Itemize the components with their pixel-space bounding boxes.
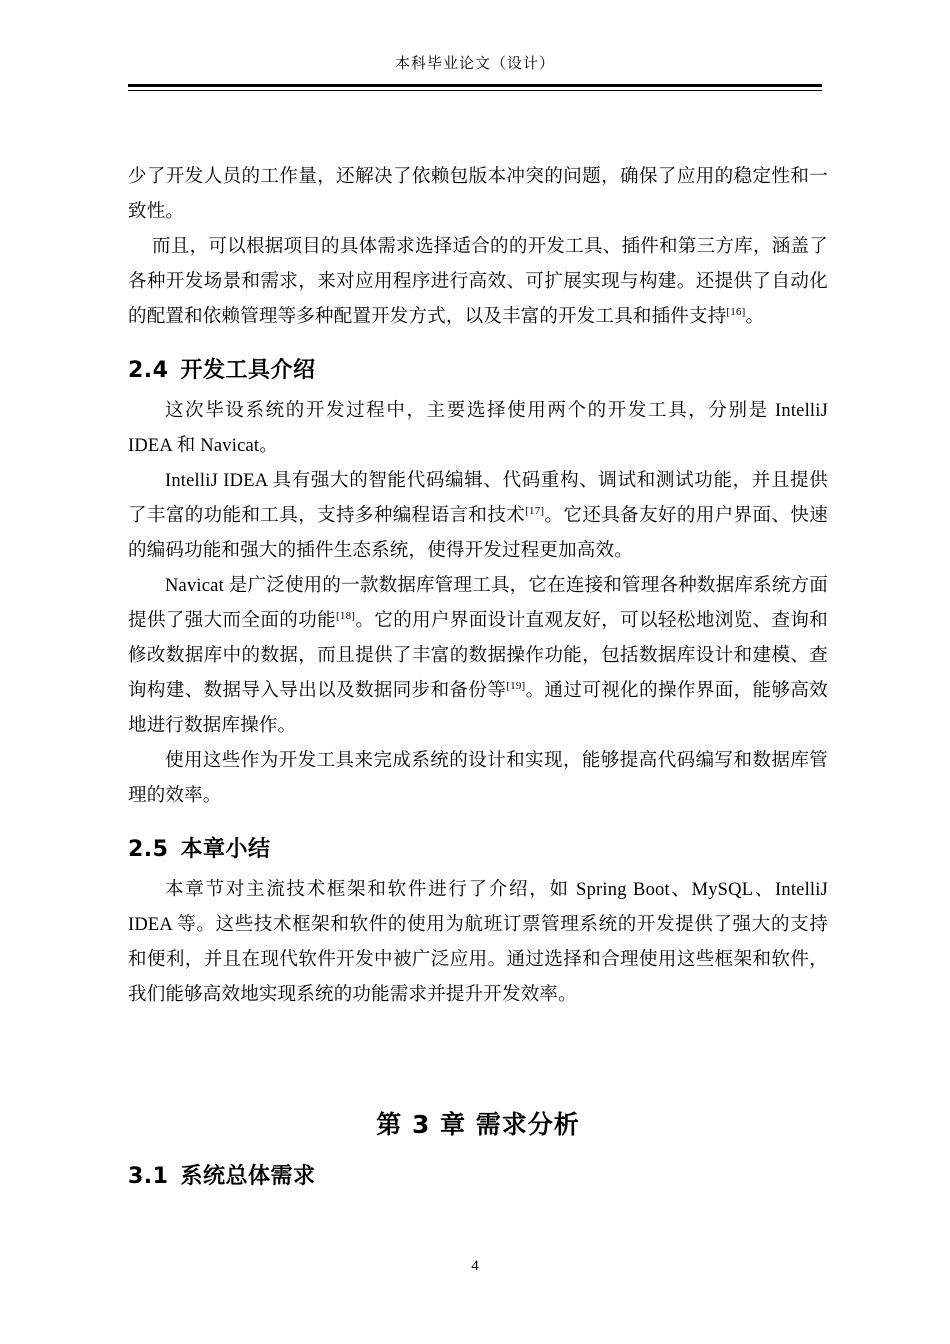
running-header: 本科毕业论文（设计） (394, 56, 555, 72)
paragraph-1: 少了开发人员的工作量，还解决了依赖包版本冲突的问题，确保了应用的稳定性和一致性。 (128, 167, 828, 222)
paragraph-5 (128, 569, 828, 744)
paragraph-4 (128, 464, 828, 569)
page-number: 4 (471, 1258, 479, 1274)
section-heading-2-4 (128, 353, 828, 384)
page-content (128, 160, 828, 1200)
header-rule-thick (128, 84, 822, 87)
paragraph-4-text: IntelliJ IDEA 具有强大的智能代码编辑、代码重构、调试和测试功能，并且提供了丰富的功能和工具，支持多种编程语言和技术 (128, 471, 828, 526)
section-heading-2-5 (128, 832, 828, 863)
chapter-3-block (128, 1105, 828, 1141)
paragraph-3: 这次毕设系统的开发过程中，主要选择使用两个的开发工具，分别是 IntelliJ IDEA 和 Navicat。 (128, 401, 828, 456)
paragraph-2-tail: 。 (745, 307, 765, 327)
citation-19: [19] (506, 679, 526, 692)
citation-16: [16] (726, 305, 746, 318)
paragraph-7: 本章节对主流技术框架和软件进行了介绍，如 Spring Boot、MySQL、IntelliJ IDEA 等。这些技术框架和软件的使用为航班订票管理系统的开发提供了强大的支持和便利，并且在现代软件开发中被广泛应用。通过选择和合理使用这些框架和软件，我们能够高效地实现系统的功能需求并提升开发效率。 (128, 880, 828, 1005)
paragraph-2 (128, 230, 828, 335)
citation-17: [17] (525, 504, 545, 517)
paragraph-5-text: Navicat 是广泛使用的一款数据库管理工具，它在连接和管理各种数据库系统方面提供了强大而全面的功能 (128, 576, 828, 631)
section-number-2-4: 2.4 (128, 358, 169, 383)
paragraph-4-tail: 。它还具备友好的用户界面、快速的编码功能和强大的插件生态系统，使得开发过程更加高效。 (128, 506, 828, 561)
paragraph-5-tail: 。通过可视化的操作界面，能够高效地进行数据库操作。 (128, 681, 828, 736)
header-rule-thin (128, 90, 822, 91)
paragraph-5-mid: 。它的用户界面设计直观友好，可以轻松地浏览、查询和修改数据库中的数据，而且提供了丰富的数据操作功能，包括数据库设计和建模、查询构建、数据导入导出以及数据同步和备份等 (128, 611, 828, 701)
section-title-2-5: 本章小结 (180, 837, 271, 862)
paragraph-6: 使用这些作为开发工具来完成系统的设计和实现，能够提高代码编写和数据库管理的效率。 (128, 751, 828, 806)
paragraph-2-text: 而且，可以根据项目的具体需求选择适合的的开发工具、插件和第三方库，涵盖了各种开发场景和需求，来对应用程序进行高效、可扩展实现与构建。还提供了自动化的配置和依赖管理等多种配置开发方式，以及丰富的开发工具和插件支持 (128, 237, 828, 327)
section-title-3-1: 系统总体需求 (180, 1164, 316, 1189)
citation-18: [18] (336, 609, 356, 622)
section-number-2-5: 2.5 (128, 837, 169, 862)
chapter-heading-3: 第 3 章 需求分析 (376, 1110, 580, 1139)
section-number-3-1: 3.1 (128, 1164, 169, 1189)
section-heading-3-1 (128, 1159, 828, 1190)
section-title-2-4: 开发工具介绍 (180, 358, 316, 383)
